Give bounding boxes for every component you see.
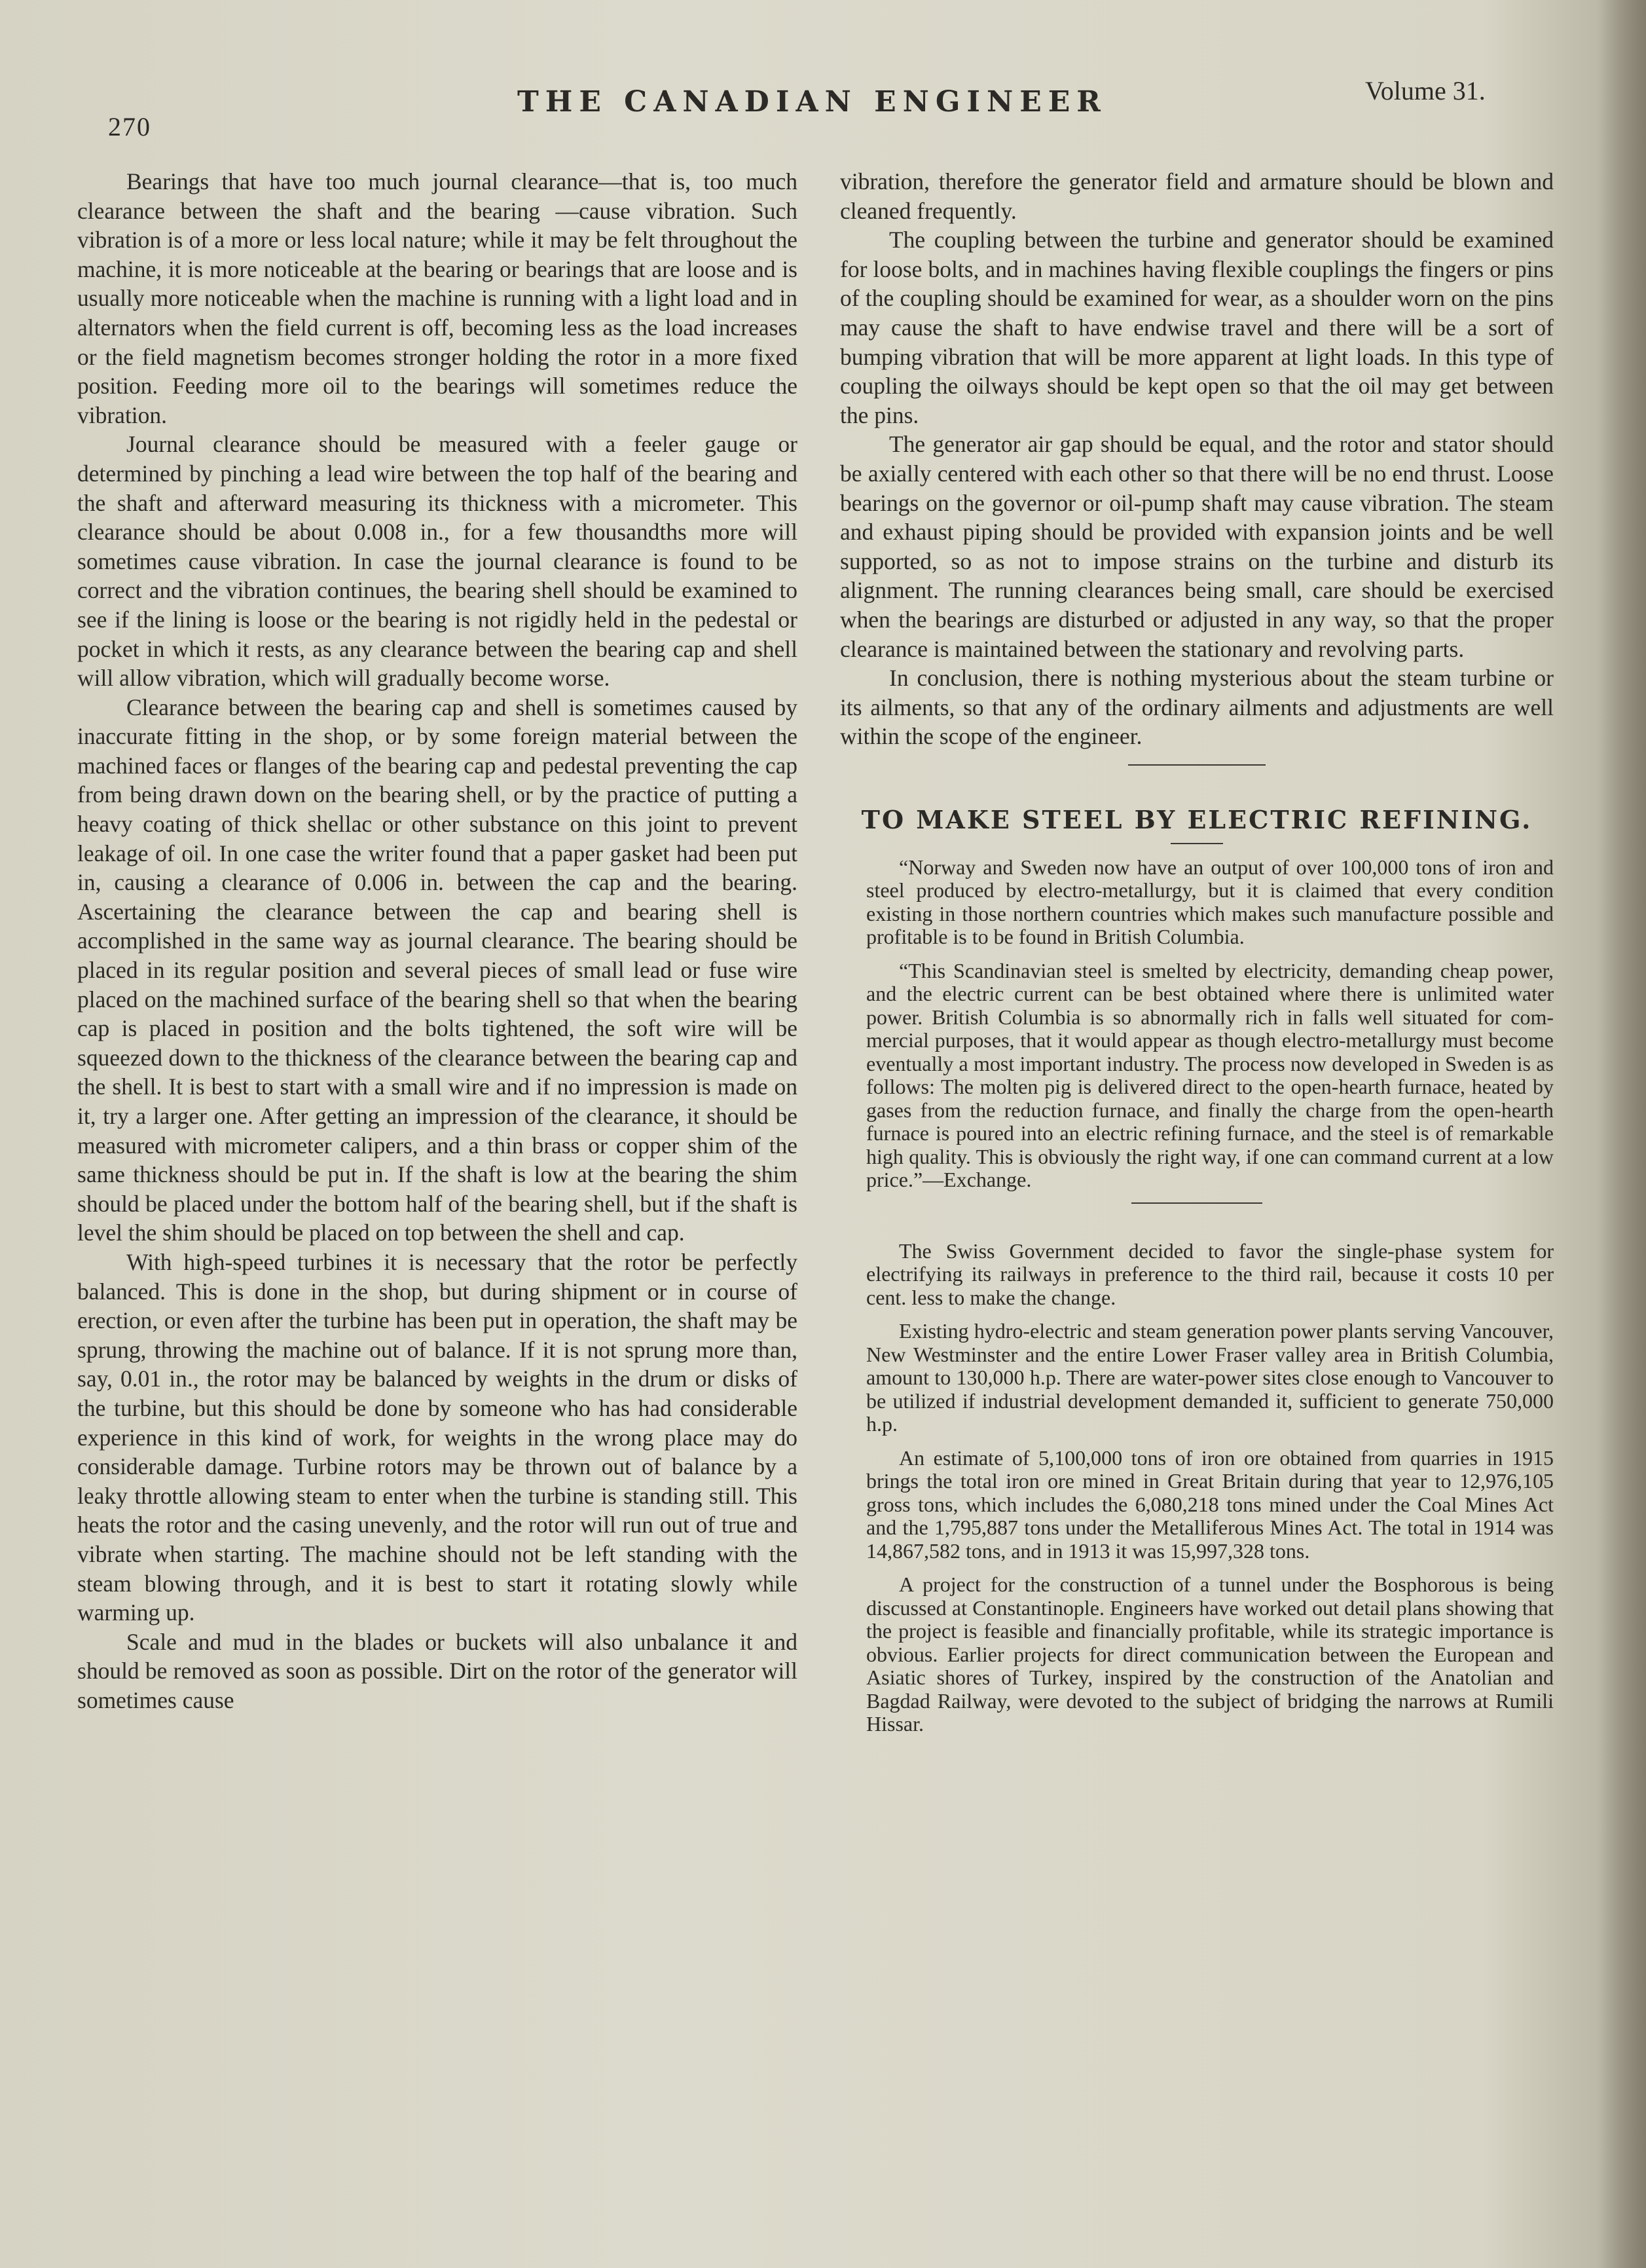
news-note: Existing hydro-electric and steam generation power plants serving Vancouver, New Westminster and the entire Lower Fraser valley area in British Columbia, amount to 130,000 h.p. There are water-power sites close enough to Vancouver to be utilized if industrial development demanded it, sufficient to generate 750,000 h.p. <box>866 1319 1554 1436</box>
paragraph: In conclusion, there is nothing mysterious about the steam turbine or its ailments, so that any of the ordinary ailments and adjustments are well within the scope of the engineer. <box>840 665 1554 750</box>
paragraph: The coupling between the turbine and generator should be examined for loose bolts, and in machines having flexible couplings the fingers or pins of the coupling should be examined for wear, as a shoulder worn on the pins may cause the shaft to have endwise travel and there will be a sort of bumping vibration that will be more apparent at light loads. In this type of coupling the oilways should be kept open so that the oil may get between the pins. <box>840 227 1554 428</box>
article-body <box>840 856 1554 1192</box>
news-note: An estimate of 5,100,000 tons of iron ore obtained from quarries in 1915 brings the total iron ore mined in Great Britain during that year to 12,976,105 gross tons, which includes the 6,080,218 tons mined under the Coal Mines Act and the 1,795,887 tons under the Metalliferous Mines Act. The total in 1914 was 14,867,582 tons, and in 1913 it was 15,997,328 tons. <box>866 1445 1554 1563</box>
paragraph: Bearings that have too much journal clearance—that is, too much clearance between the shaft and the bearing —cause vibration. Such vibration is of a more or less local nature; while it may be felt throughout the machine, it is more noticeable at the bearing or bearings that are loose and is usually more noticeable when the machine is running with a light load and in alternators when the field current is off, becoming less as the load increases or the field magnetism becomes stronger holding the rotor in a more fixed position. Feeding more oil to the bearings will sometimes reduce the vibration. <box>77 168 797 428</box>
right-column <box>840 167 1554 1747</box>
title-underline <box>1171 843 1223 844</box>
paragraph: “Norway and Sweden now have an output of over 100,000 tons of iron and steel produced by electro-metallurgy, but it is claimed that every condition existing in those northern countries which makes such manufacture possible and profitable is to be found in British Columbia. <box>866 855 1554 949</box>
journal-title: THE CANADIAN ENGINEER <box>517 85 1107 119</box>
news-notes <box>840 1240 1554 1736</box>
continued-paragraph: vibration, therefore the generator field and armature should be blown and cleaned frequently. <box>840 168 1554 224</box>
paragraph: Clearance between the bearing cap and shell is sometimes caused by inaccurate fitting in the shop, or by some foreign material between the machined faces or flanges of the bearing cap and pedestal preventing the cap from being drawn down on the bearing shell, or by the practice of putting a heavy coating of thick shellac or other substance on this joint to prevent leakage of oil. In one case the writer found that a paper gasket had been put in, causing a clearance of 0.006 in. between the cap and the bearing. Ascertaining the clearance between the cap and bearing shell is accomplished in the same way as journal clearance. The bearing should be placed in its regular position and several pieces of small lead or fuse wire placed on the machined surface of the bearing shell so that when the bearing cap is placed in position and the bolts tightened, the soft wire will be squeezed down to the thickness of the clearance between the bearing cap and the shell. It is best to start with a small wire and if no impression is made on it, try a larger one. After getting an impression of the clearance, it should be measured with micrometer calipers, and a thin brass or copper shim of the same thickness should be put in. If the shaft is low at the bearing the shim should be placed under the bottom half of the bearing shell, but if the shaft is level the shim should be placed on top between the shell and cap. <box>77 694 797 1246</box>
paragraph: The generator air gap should be equal, and the rotor and stator should be axially centered with each other so that there will be no end thrust. Loose bearings on the governor or oil-pump shaft may cause vibration. The steam and exhaust piping should be provided with expansion joints and be well supported, so as not to impose strains on the turbine and disturb its alignment. The running clearances being small, care should be exercised when the bearings are disturbed or adjusted in any way, so that the proper clearance is maintained between the stationary and revolving parts. <box>840 431 1554 662</box>
paragraph: With high-speed turbines it is necessary that the rotor be perfectly balanced. This is done in the shop, but during shipment or in course of erection, or even after the turbine has been put in operation, the shaft may be sprung, throwing the machine out of balance. If it is not sprung more than, say, 0.01 in., the rotor may be balanced by weights in the drum or disks of the turbine, but this should be done by someone who has had considerable experience in this kind of work, for weights in the wrong place may do considerable damage. Turbine rotors may be thrown out of balance by a leaky throttle allowing steam to enter when the turbine is standing still. This heats the rotor and the casing unevenly, and the rotor will run out of true and vibrate when starting. The machine should not be left standing with the steam blowing through, and it is best to start it rotating slowly while warming up. <box>77 1248 797 1626</box>
page-header <box>0 72 1646 144</box>
news-note: A project for the construction of a tunnel under the Bosphorous is being discussed at Constantinople. Engineers have worked out detail plans showing that the project is feasible and financially profitable, while its strategic importance is obvious. Earlier projects for direct communication between the European and Asiatic shores of Turkey, inspired by the construction of the Anatolian and Bagdad Railway, were devoted to the subject of bridging the narrows at Rumili Hissar. <box>866 1572 1554 1736</box>
news-note: The Swiss Government decided to favor the single-phase system for electrifying its railways in preference to the third rail, because it costs 10 per cent. less to make the change. <box>866 1238 1554 1309</box>
paragraph: “This Scandinavian steel is smelted by electricity, demanding cheap power, and the electric current can be best obtained where there is unlimited water power. British Columbia is so abnormally rich in falls well situated for commercial purposes, that it would appear as though electro-metallurgy must become eventually a most important industry. The process now developed in Sweden is as follows: The molten pig is delivered direct to the open-hearth furnace, heated by gases from the reduction furnace, and finally the charge from the open-hearth furnace is poured into an electric refining furnace, and the steel is of remarkable high quality. This is obviously the right way, if one can command current at a low price.”—Exchange. <box>866 958 1554 1192</box>
page-edge-shadow <box>1600 0 1646 2268</box>
paragraph: Scale and mud in the blades or buckets will also unbalance it and should be removed as soon as possible. Dirt on the rotor of the generator will sometimes cause <box>77 1628 797 1713</box>
article-title: TO MAKE STEEL BY ELECTRIC REFINING. <box>861 804 1533 834</box>
paragraph: Journal clearance should be measured with a feeler gauge or determined by pinching a lead wire between the top half of the bearing and the shaft and afterward measuring its thickness with a micrometer. This clearance should be about 0.008 in., for a few thousandths more will sometimes cause vibration. In case the journal clearance is found to be correct and the vibration continues, the bearing shell should be examined to see if the lining is loose or the bearing is not rigidly held in the pedestal or pocket in which it rests, as any clearance between the bearing cap and shell will allow vibration, which will gradually become worse. <box>77 431 797 692</box>
left-column <box>77 167 797 1715</box>
volume-label: Volume 31. <box>1365 76 1486 105</box>
page-number: 270 <box>108 112 151 141</box>
section-divider <box>1131 1202 1262 1204</box>
section-divider <box>1128 764 1266 766</box>
